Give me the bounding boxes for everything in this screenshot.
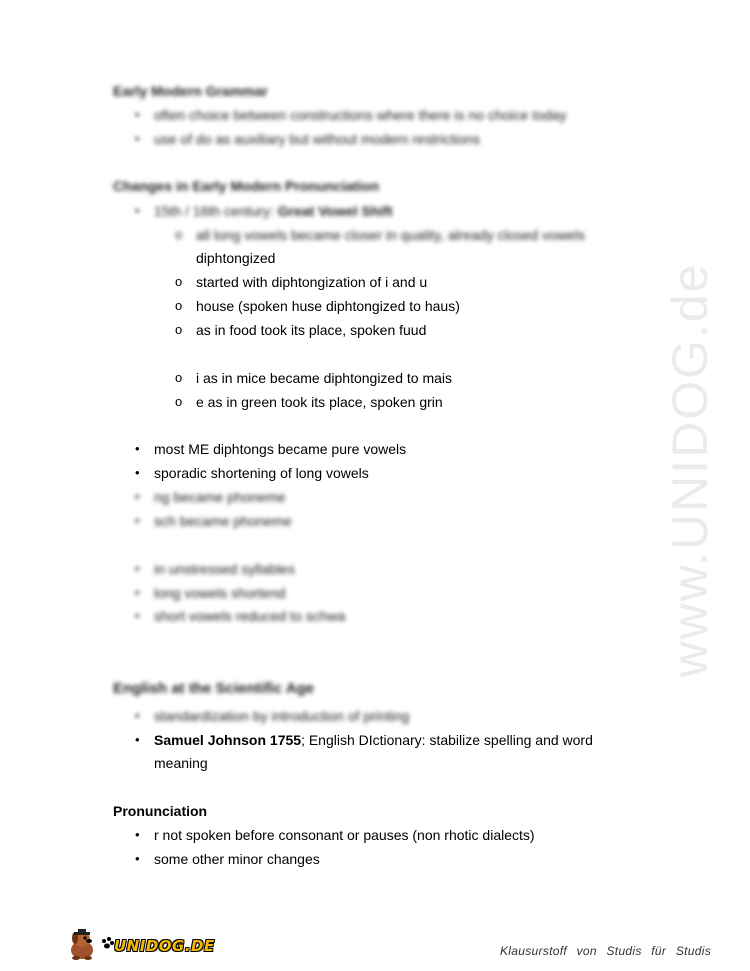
sub-list-item-text: all long vowels became closer in quality, already closed vowels: [196, 227, 585, 243]
bullet: •: [135, 131, 140, 146]
list-item-text: [154, 202, 393, 220]
logo-text: UNIDOG.DE: [114, 937, 215, 955]
bullet: •: [135, 608, 140, 623]
footer-tagline: [500, 944, 717, 958]
list-item-text: some other minor changes: [154, 851, 320, 867]
sub-list-item-continuation: diphtongized: [196, 250, 276, 266]
bullet: •: [135, 585, 140, 600]
great-vowel-shift: Great Vowel Shift: [277, 203, 393, 219]
watermark: www.UNIDOG.de: [662, 262, 718, 678]
list-item-text: sch became phoneme: [154, 513, 292, 529]
list-item-text: ng became phoneme: [154, 489, 286, 505]
sub-list-item-text: e as in green took its place, spoken grin: [196, 394, 443, 410]
heading-scientific-age: English at the Scientific Age: [113, 680, 315, 697]
list-item-text: sporadic shortening of long vowels: [154, 465, 369, 481]
bullet: •: [135, 441, 140, 456]
bullet: •: [135, 513, 140, 528]
heading-pronunciation: Pronunciation: [113, 803, 208, 819]
sub-bullet: o: [175, 322, 183, 337]
sub-list-item-text: house (spoken huse diphtongized to haus): [196, 298, 460, 314]
bullet: •: [135, 465, 140, 480]
samuel-johnson: Samuel Johnson 1755: [154, 732, 302, 748]
bullet: •: [135, 732, 140, 747]
sub-list-item-text: i as in mice became diphtongized to mais: [196, 370, 453, 386]
footer-word: Studis: [606, 944, 642, 958]
list-item-text: in unstressed syllables: [154, 561, 295, 577]
heading-early-modern-grammar: Early Modern Grammar: [113, 83, 268, 99]
list-item-text: long vowels shortend: [154, 585, 286, 601]
footer-word: Studis: [675, 944, 711, 958]
list-item-text: standardization by introduction of printing: [154, 708, 410, 724]
footer-word: Klausurstoff: [500, 944, 567, 958]
sub-bullet: o: [175, 274, 183, 289]
list-item-text: [154, 731, 593, 749]
dog-mascot-icon: [66, 928, 116, 962]
bullet: •: [135, 561, 140, 576]
list-item-text: use of do as auxiliary but without modern restrictions: [154, 131, 481, 147]
sub-list-item-text: as in food took its place, spoken fuud: [196, 322, 427, 338]
sub-bullet: o: [175, 298, 183, 313]
footer-word: von: [576, 944, 597, 958]
list-item-text: often choice between constructions where there is no choice today: [154, 107, 567, 123]
sub-bullet: o: [175, 370, 183, 385]
dictionary-text: ; English DIctionary: stabilize spelling and word: [301, 732, 593, 748]
sub-bullet: o: [175, 227, 183, 242]
list-item-text: r not spoken before consonant or pauses (non rhotic dialects): [154, 827, 535, 843]
list-item-continuation: meaning: [154, 755, 208, 771]
bullet: •: [135, 489, 140, 504]
shift-prefix: 15th / 16th century:: [154, 203, 278, 219]
list-item-text: short vowels reduced to schwa: [154, 608, 346, 624]
bullet: •: [135, 107, 140, 122]
bullet: •: [135, 827, 140, 842]
bullet: •: [135, 203, 140, 218]
unidog-logo: [66, 928, 215, 962]
bullet: •: [135, 708, 140, 723]
bullet: •: [135, 851, 140, 866]
list-item-text: most ME diphtongs became pure vowels: [154, 441, 407, 457]
footer-word: für: [651, 944, 667, 958]
sub-list-item-text: started with diphtongization of i and u: [196, 274, 428, 290]
sub-bullet: o: [175, 394, 183, 409]
heading-early-modern-pronunciation: Changes in Early Modern Pronunciation: [113, 178, 380, 194]
